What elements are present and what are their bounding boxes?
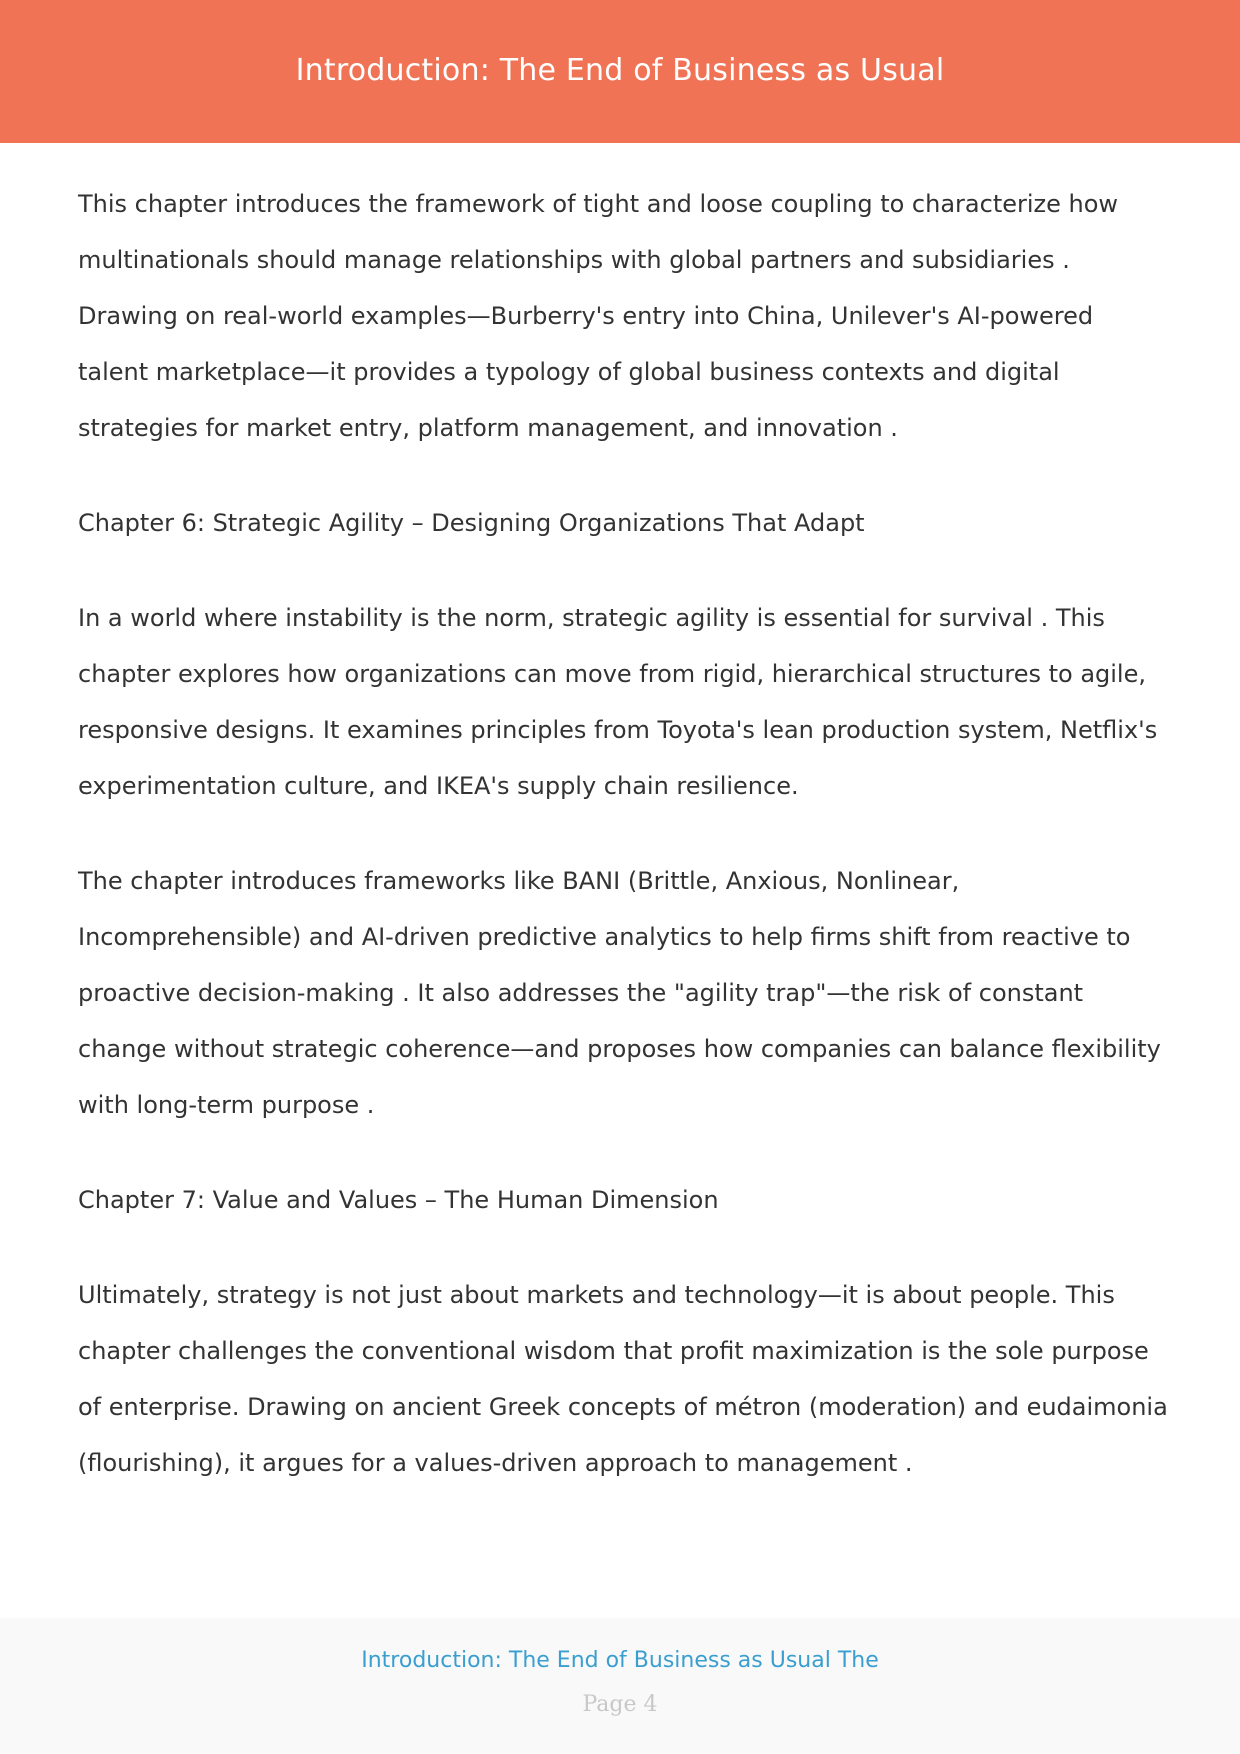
body-paragraph: The chapter introduces frameworks like BANI (Brittle, Anxious, Nonlinear, Incomprehensible) and AI-driven predictive analytics to help firms shift from reactive to proactive decision-making . It also addresses the "agility trap"—the risk of constant change without strategic coherence—and proposes how companies can balance flexibility with long-term purpose . [78, 867, 1161, 1119]
footer-title: Introduction: The End of Business as Usual The [361, 1648, 879, 1673]
page-number: Page 4 [582, 1692, 658, 1717]
page-footer [0, 1618, 1240, 1754]
page-title: Introduction: The End of Business as Usual [295, 53, 945, 88]
chapter-heading: Chapter 6: Strategic Agility – Designing Organizations That Adapt [78, 509, 865, 537]
body-paragraph: This chapter introduces the framework of tight and loose coupling to characterize how multinationals should manage relationships with global partners and subsidiaries . Drawing on real-world examples—Burberry's entry into China, Unilever's AI-powered talent marketplace—it provides a typology of global business contexts and digital strategies for market entry, platform management, and innovation . [78, 190, 1119, 442]
body-paragraph: In a world where instability is the norm, strategic agility is essential for survival . This chapter explores how organizations can move from rigid, hierarchical structures to agile, responsive designs. It examines principles from Toyota's lean production system, Netflix's experimentation culture, and IKEA's supply chain resilience. [78, 604, 1158, 800]
body-paragraph: Ultimately, strategy is not just about markets and technology—it is about people. This chapter challenges the conventional wisdom that profit maximization is the sole purpose of enterprise. Drawing on ancient Greek concepts of métron (moderation) and eudaimonia (flourishing), it argues for a values-driven approach to management . [78, 1281, 1168, 1477]
chapter-heading: Chapter 7: Value and Values – The Human Dimension [78, 1186, 719, 1214]
header-band [0, 0, 1240, 143]
main-content [78, 176, 1168, 1530]
